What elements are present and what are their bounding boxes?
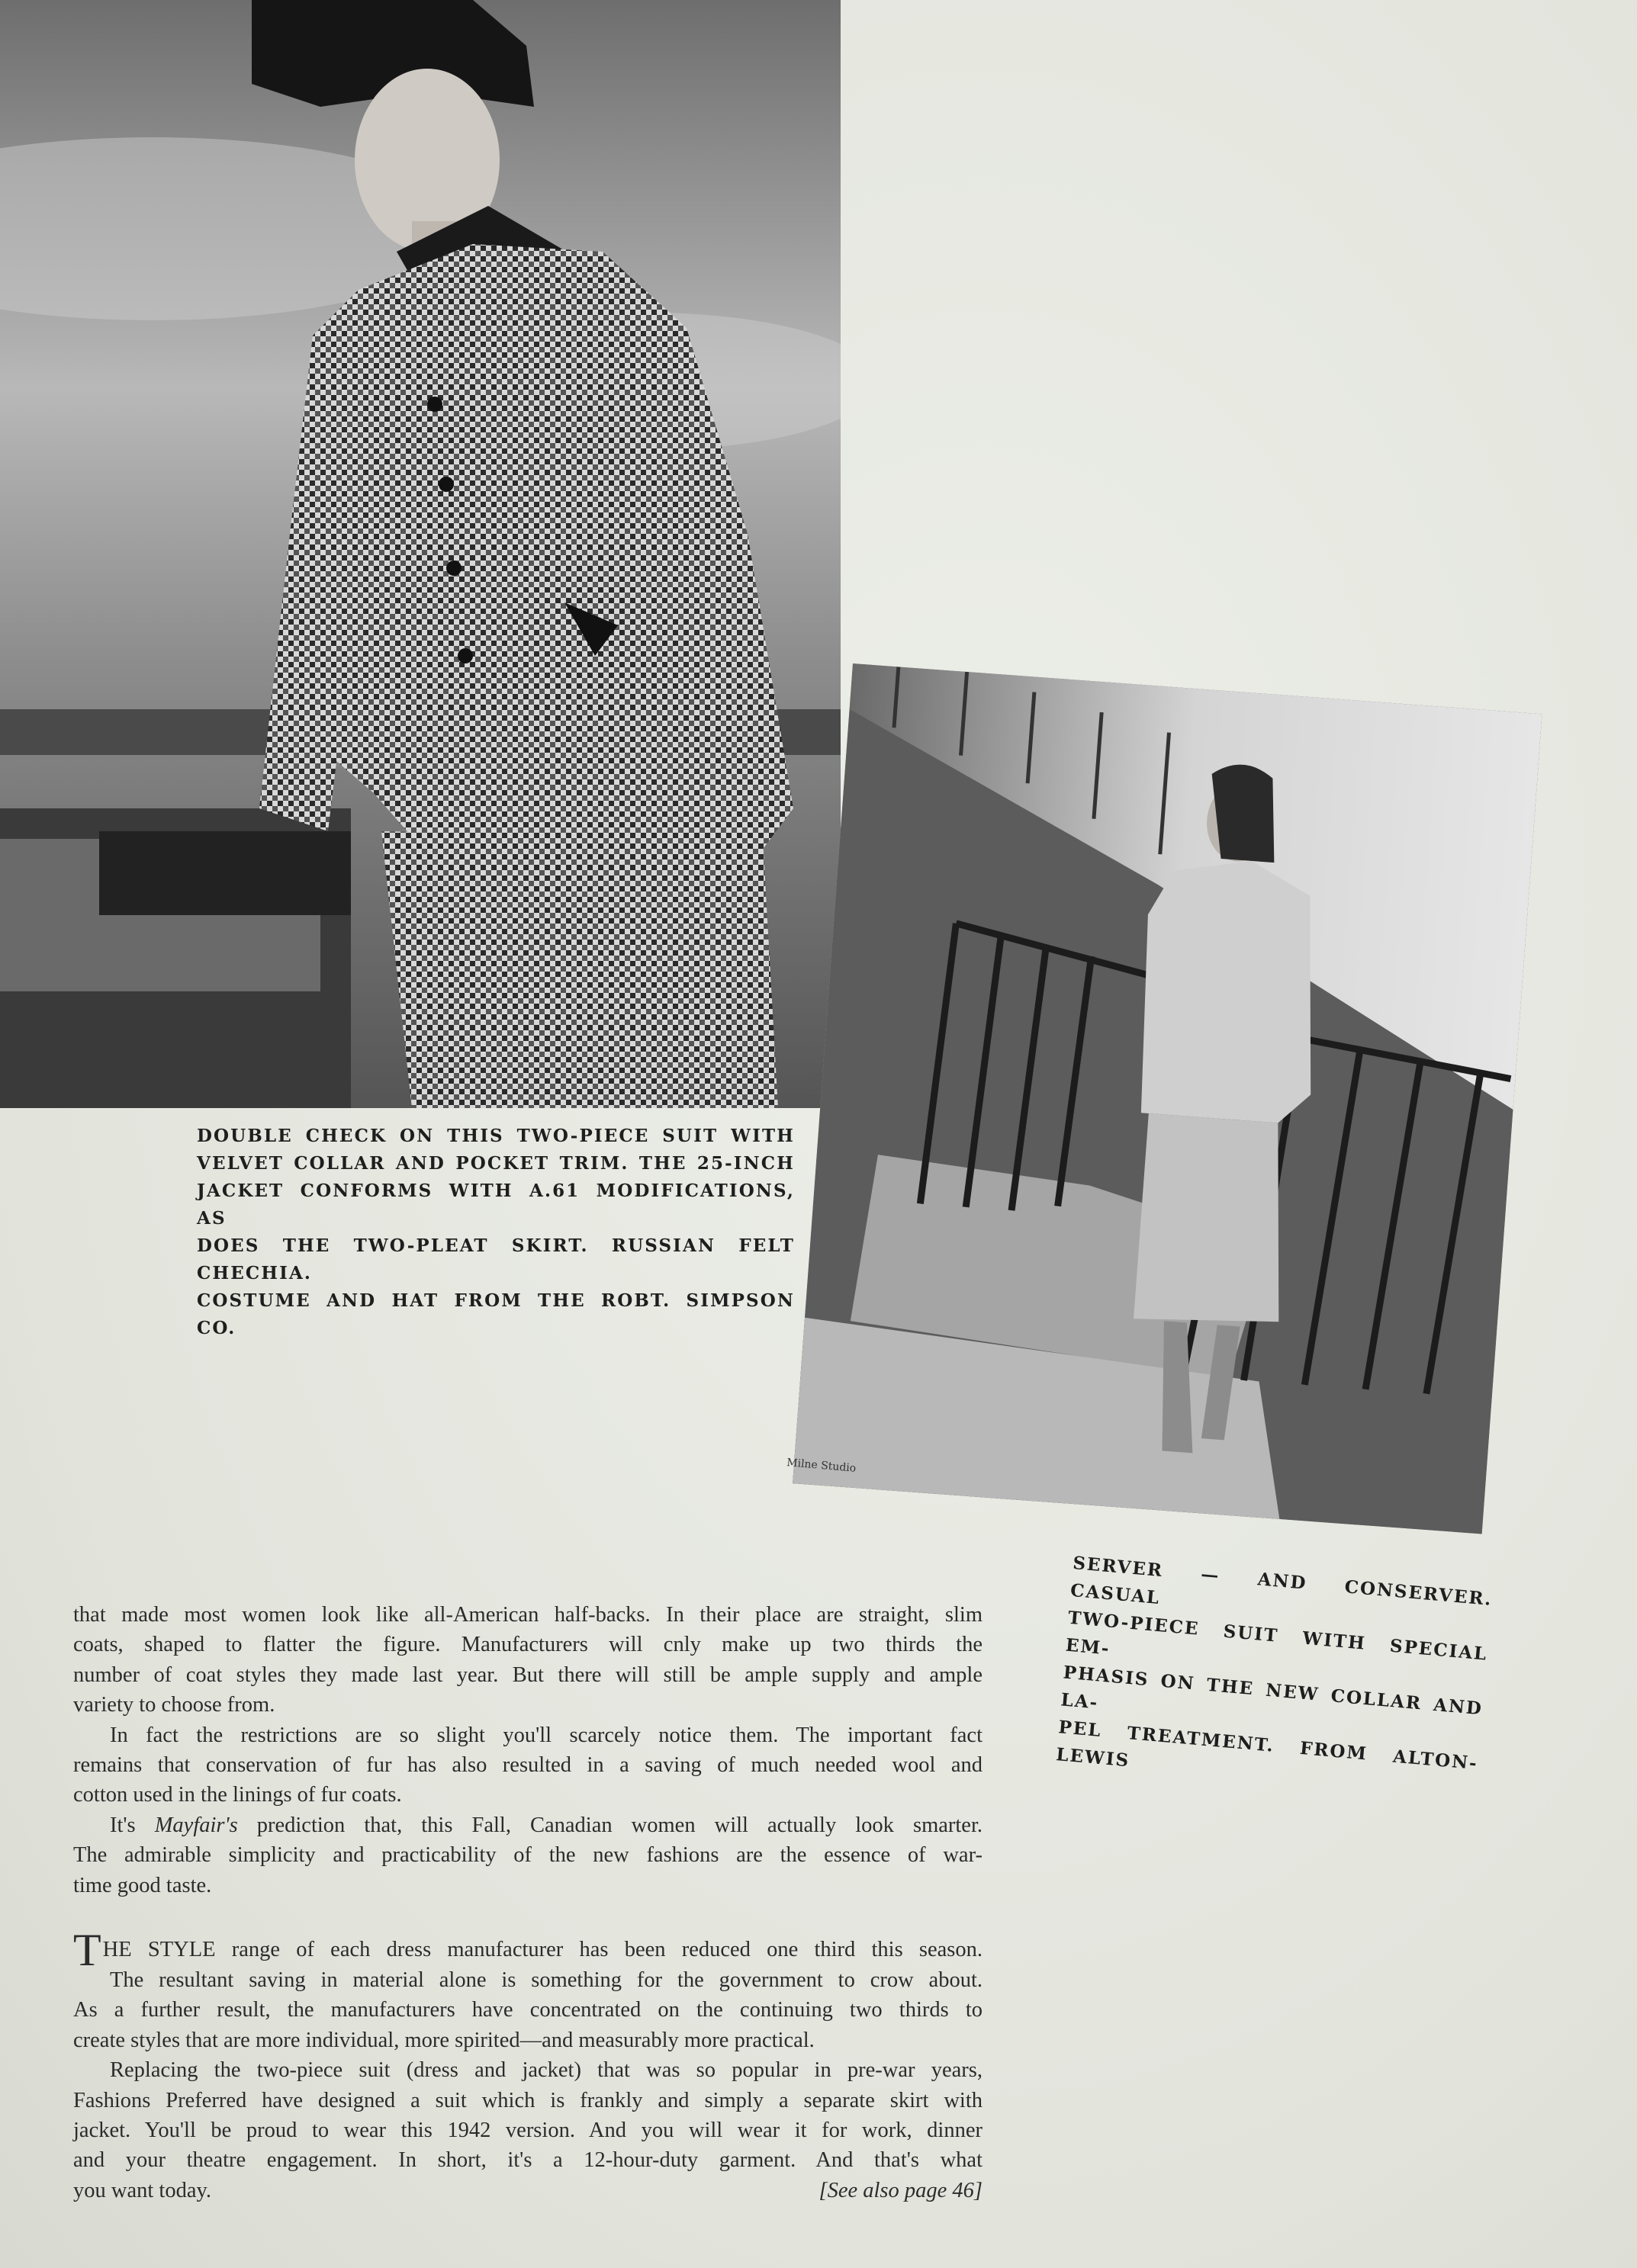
body-line: cotton used in the linings of fur coats.: [73, 1783, 402, 1807]
drop-cap: T: [73, 1925, 101, 1975]
photo-credit: Milne Studio: [786, 1457, 857, 1475]
caption-line: DOUBLE CHECK ON THIS TWO-PIECE SUIT WITH: [197, 1126, 795, 1146]
body-line: Replacing the two-piece suit (dress and jacket) that was so popular in pre-war years,: [110, 2058, 983, 2083]
body-line: Fashions Preferred have designed a suit which is frankly and simply a separate skirt with: [73, 2088, 983, 2112]
body-line: and your theatre engagement. In short, it's a 12-hour-duty garment. And that's what: [73, 2148, 983, 2173]
caption-photo-1: [197, 1123, 795, 1342]
mayfair-italic: Mayfair's: [154, 1813, 238, 1837]
body-line: number of coat styles they made last year. But there will still be ample supply and ample: [73, 1662, 983, 1687]
caption-photo-2: [1055, 1550, 1494, 1805]
text-run: prediction that, this Fall, Canadian women will actually look smarter.: [237, 1813, 983, 1837]
caption-line: PHASIS ON THE NEW COLLAR AND LA-: [1060, 1662, 1484, 1720]
body-section-2: [73, 1925, 983, 2205]
body-line: time good taste.: [73, 1873, 212, 1897]
body-lead-line: [73, 1925, 983, 1975]
body-line: that made most women look like all-American half-backs. In their place are straight, slim: [73, 1603, 983, 1627]
caption-line: SERVER — AND CONSERVER. CASUAL: [1069, 1552, 1494, 1610]
body-line: As a further result, the manufacturers have concentrated on the continuing two thirds to: [73, 1998, 983, 2022]
body-line: variety to choose from.: [73, 1693, 275, 1717]
body-line: The resultant saving in material alone is something for the government to crow about.: [110, 1968, 983, 1992]
body-line: jacket. You'll be proud to wear this 1942 version. And you will wear it for work, dinner: [73, 2119, 983, 2143]
caption-line: JACKET CONFORMS WITH A.61 MODIFICATIONS, AS: [197, 1181, 795, 1229]
body-last-line: [73, 2176, 983, 2205]
text-run: you want today.: [73, 2178, 211, 2202]
photo-railing-suit: [793, 663, 1542, 1534]
caption-line: PEL TREATMENT. FROM ALTON-LEWIS: [1055, 1717, 1479, 1775]
photo-houndstooth-suit: [0, 0, 841, 1108]
see-also-reference: [See also page 46]: [818, 2178, 983, 2202]
text-run: HE STYLE range of each dress manufacturer has been reduced one third this season.: [102, 1938, 983, 1961]
body-line: create styles that are more individual, more spirited—and measurably more practical.: [73, 2028, 815, 2052]
text-run: It's: [110, 1813, 155, 1837]
body-line: remains that conservation of fur has also resulted in a saving of much needed wool and: [73, 1753, 983, 1778]
body-line: coats, shaped to flatter the figure. Manufacturers will cnly make up two thirds the: [73, 1633, 983, 1657]
body-line: The admirable simplicity and practicability of the new fashions are the essence of war-: [73, 1843, 983, 1868]
body-line-mayfair: [73, 1810, 983, 1840]
body-section-1: [73, 1600, 983, 1900]
caption-line: VELVET COLLAR AND POCKET TRIM. THE 25-INCH: [197, 1153, 795, 1174]
caption-line: COSTUME AND HAT FROM THE ROBT. SIMPSON CO.: [197, 1290, 795, 1338]
caption-line: TWO-PIECE SUIT WITH SPECIAL EM-: [1064, 1607, 1489, 1665]
caption-line: DOES THE TWO-PLEAT SKIRT. RUSSIAN FELT CHECHIA.: [197, 1235, 795, 1283]
body-line: In fact the restrictions are so slight you'll scarcely notice them. The important fact: [110, 1723, 983, 1747]
